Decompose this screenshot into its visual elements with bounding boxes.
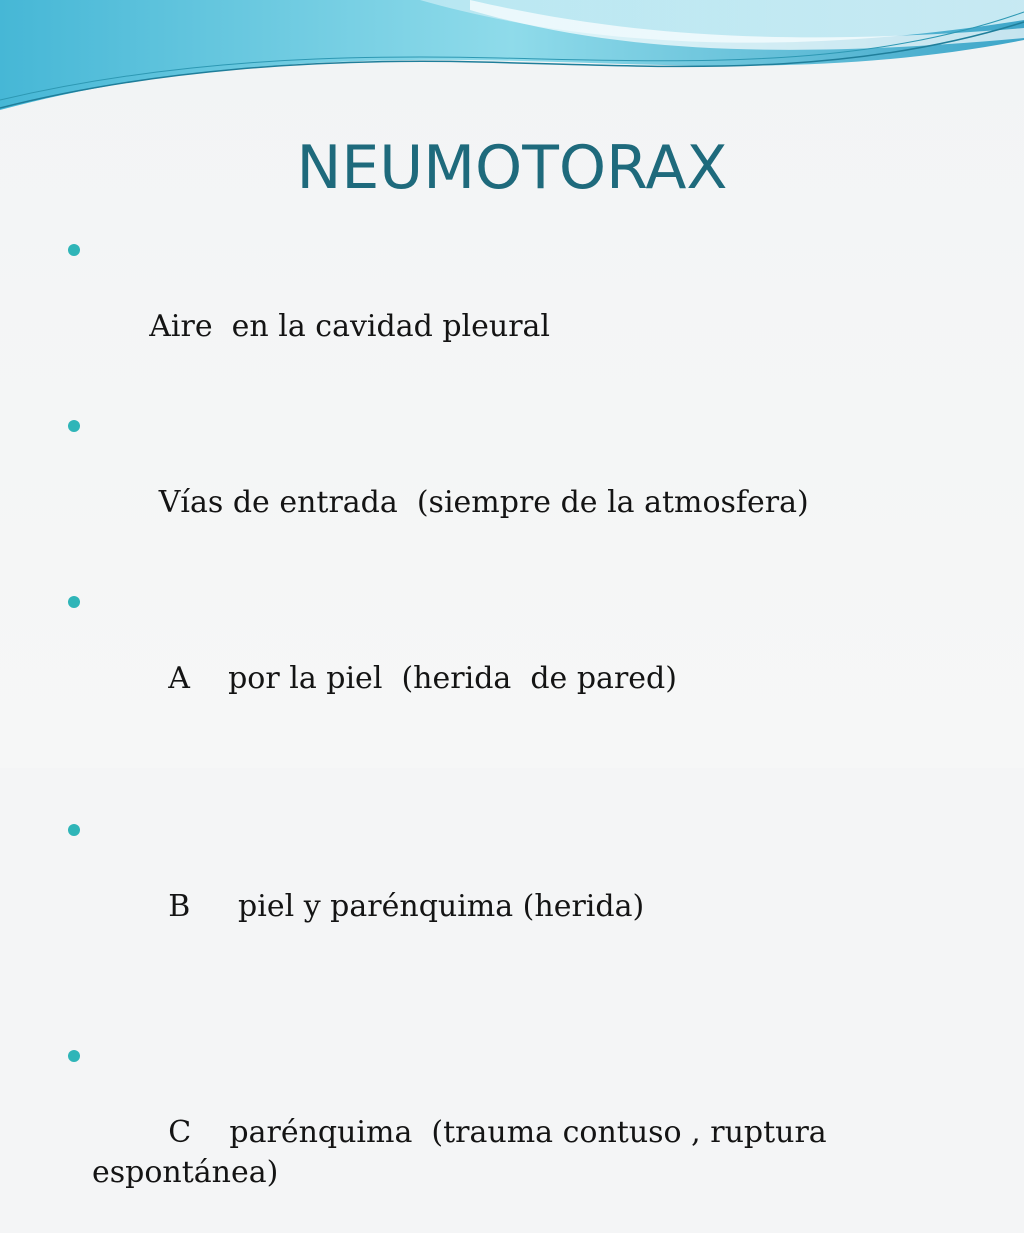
bullet-text: B piel y parénquima (herida) [149,889,645,924]
bullet-text: Vías de entrada (siempre de la atmosfera) [149,485,809,520]
slide-title: NEUMOTORAX [296,133,728,203]
list-item [62,807,962,967]
list-item [62,579,962,739]
bullet-text: A por la piel (herida de pared) [149,661,677,696]
bullet-dot-icon [68,420,80,432]
bullet-dot-icon [68,596,80,608]
bullet-dot-icon [68,244,80,256]
list-item [62,403,962,563]
bullet-text: Aire en la cavidad pleural [149,309,551,344]
header-wave-decoration [0,0,1024,130]
list-item [62,227,962,387]
list-item [62,1033,962,1233]
bullet-list [62,220,962,1233]
bullet-text: C parénquima (trauma contuso , ruptura espontánea) [92,1115,837,1190]
bullet-dot-icon [68,1050,80,1062]
bullet-dot-icon [68,824,80,836]
